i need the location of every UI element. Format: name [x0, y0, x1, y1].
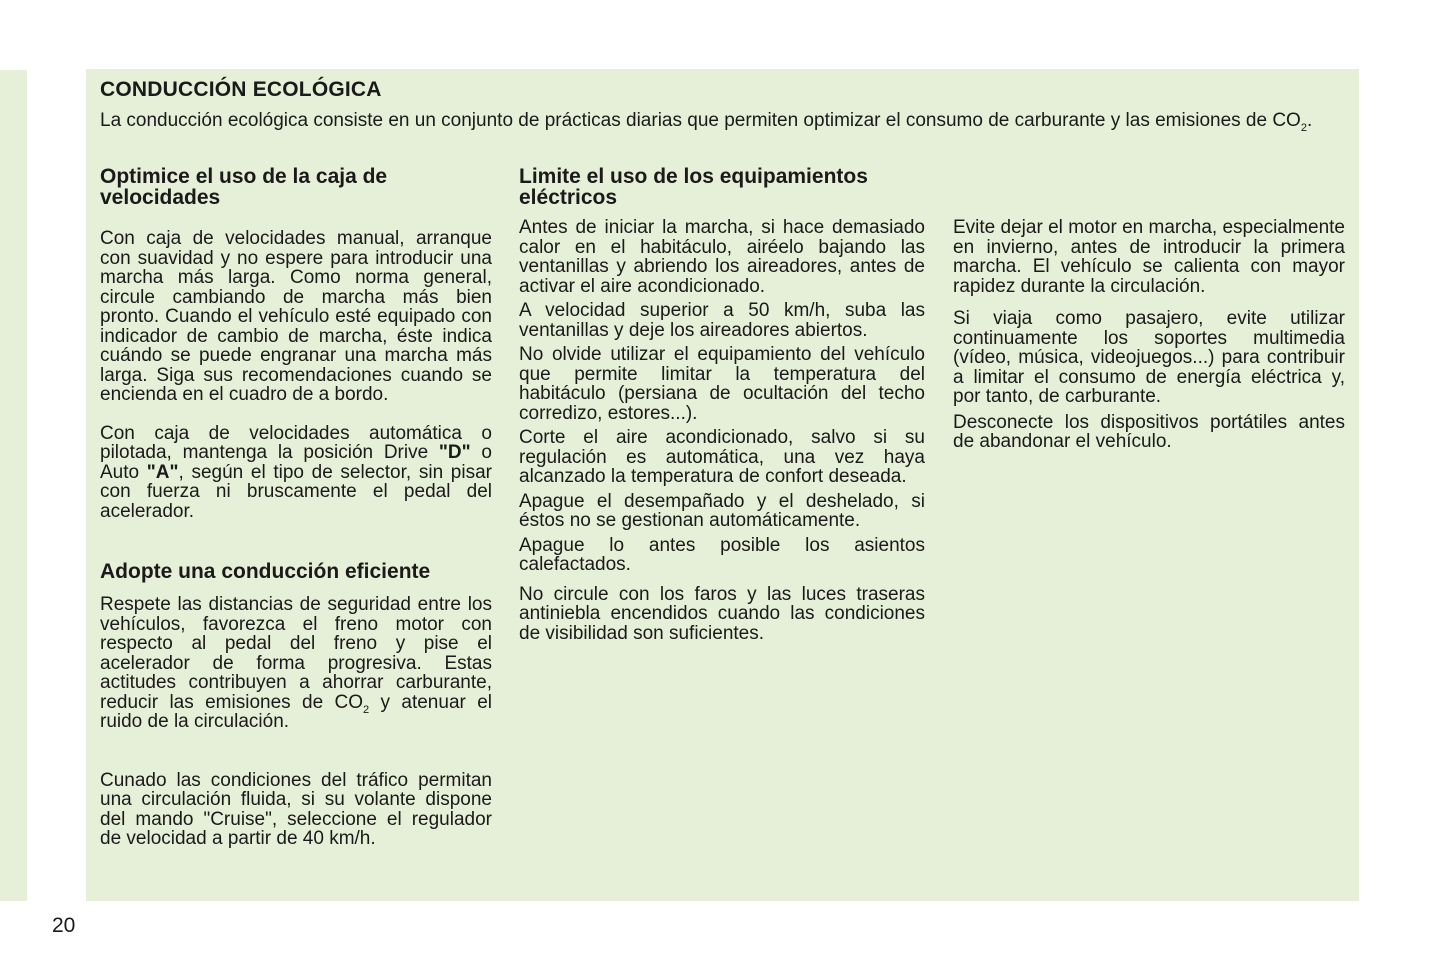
column-3	[953, 218, 1345, 452]
paragraph-portable-devices: Desconecte los dispositivos portátiles antes de abandonar el vehículo.	[953, 411, 1345, 452]
page-title: CONDUCCIÓN ECOLÓGICA	[100, 78, 382, 101]
paragraph-automatic-gearbox: Con caja de velocidades automática o pilotada, mantenga la posición Drive "D" o Auto "A", según el tipo de selector, sin pisar con fuerza ni bruscamente el pedal del acelerador.	[100, 422, 492, 522]
paragraph-cruise-control: Cunado las condiciones del tráfico permitan una circulación fluida, si su volante dispone del mando "Cruise", seleccione el regulador de velocidad a partir de 40 km/h.	[100, 769, 492, 849]
paragraph-engine-idle: Evite dejar el motor en marcha, especialmente en invierno, antes de introducir la primera marcha. El vehículo se calienta con mayor rapidez durante la circulación.	[953, 217, 1345, 297]
paragraph-air-conditioning: Corte el aire acondicionado, salvo si su regulación es automática, una vez haya alcanzado la temperatura de confort deseada.	[519, 427, 925, 487]
paragraph-safety-distance: Respete las distancias de seguridad entre los vehículos, favorezca el freno motor con respecto al pedal del freno y pise el acelerador de forma progresiva. Estas actitudes contribuyen a ahorrar carburante, reducir las emisiones de $CO_2$ y atenuar el ruido de la circulación.	[100, 594, 492, 732]
intro-paragraph: La conducción ecológica consiste en un conjunto de prácticas diarias que permiten optimizar el consumo de carburante y las emisiones de $CO_2$.	[100, 110, 1313, 134]
paragraph-multimedia: Si viaja como pasajero, evite utilizar continuamente los soportes multimedia (vídeo, música, videojuegos...) para contribuir a limitar el consumo de energía eléctrica y, por tanto, de carburante.	[953, 308, 1345, 407]
paragraph-fog-lights: No circule con los faros y las luces traseras antiniebla encendidos cuando las condiciones de visibilidad son suficientes.	[519, 583, 925, 644]
section-heading-electrical: Limite el uso de los equipamientos eléctricos	[519, 165, 868, 209]
page-number: 20	[52, 914, 76, 937]
paragraph-windows: A velocidad superior a 50 km/h, suba las ventanillas y deje los aireadores abiertos.	[519, 300, 925, 341]
paragraph-manual-gearbox: Con caja de velocidades manual, arranque con suavidad y no espere para introducir una marcha más larga. Como norma general, circule cambiando de marcha más bien pronto. Cuando el vehículo esté equipado con indicador de cambio de marcha, éste indica cuándo se puede engranar una marcha más larga. Siga sus recomendaciones cuando se encienda en el cuadro de a bordo.	[100, 228, 492, 405]
paragraph-sunblind: No olvide utilizar el equipamiento del vehículo que permite limitar la temperatura del habitáculo (persiana de ocultación del techo corredizo, estores...).	[519, 344, 925, 424]
chapter-edge-tab	[0, 70, 27, 901]
paragraph-demisting: Apague el desempañado y el deshelado, si éstos no se gestionan automáticamente.	[519, 490, 925, 531]
section-heading-efficient-driving: Adopte una conducción eficiente	[100, 560, 431, 583]
paragraph-ventilation: Antes de iniciar la marcha, si hace demasiado calor en el habitáculo, airéelo bajando las ventanillas y abriendo los aireadores, antes de activar el aire acondicionado.	[519, 217, 925, 297]
column-2	[519, 166, 925, 643]
section-heading-gearbox: Optimice el uso de la caja de velocidades	[100, 165, 388, 209]
paragraph-heated-seats: Apague lo antes posible los asientos calefactados.	[519, 534, 925, 575]
column-1	[100, 166, 492, 849]
